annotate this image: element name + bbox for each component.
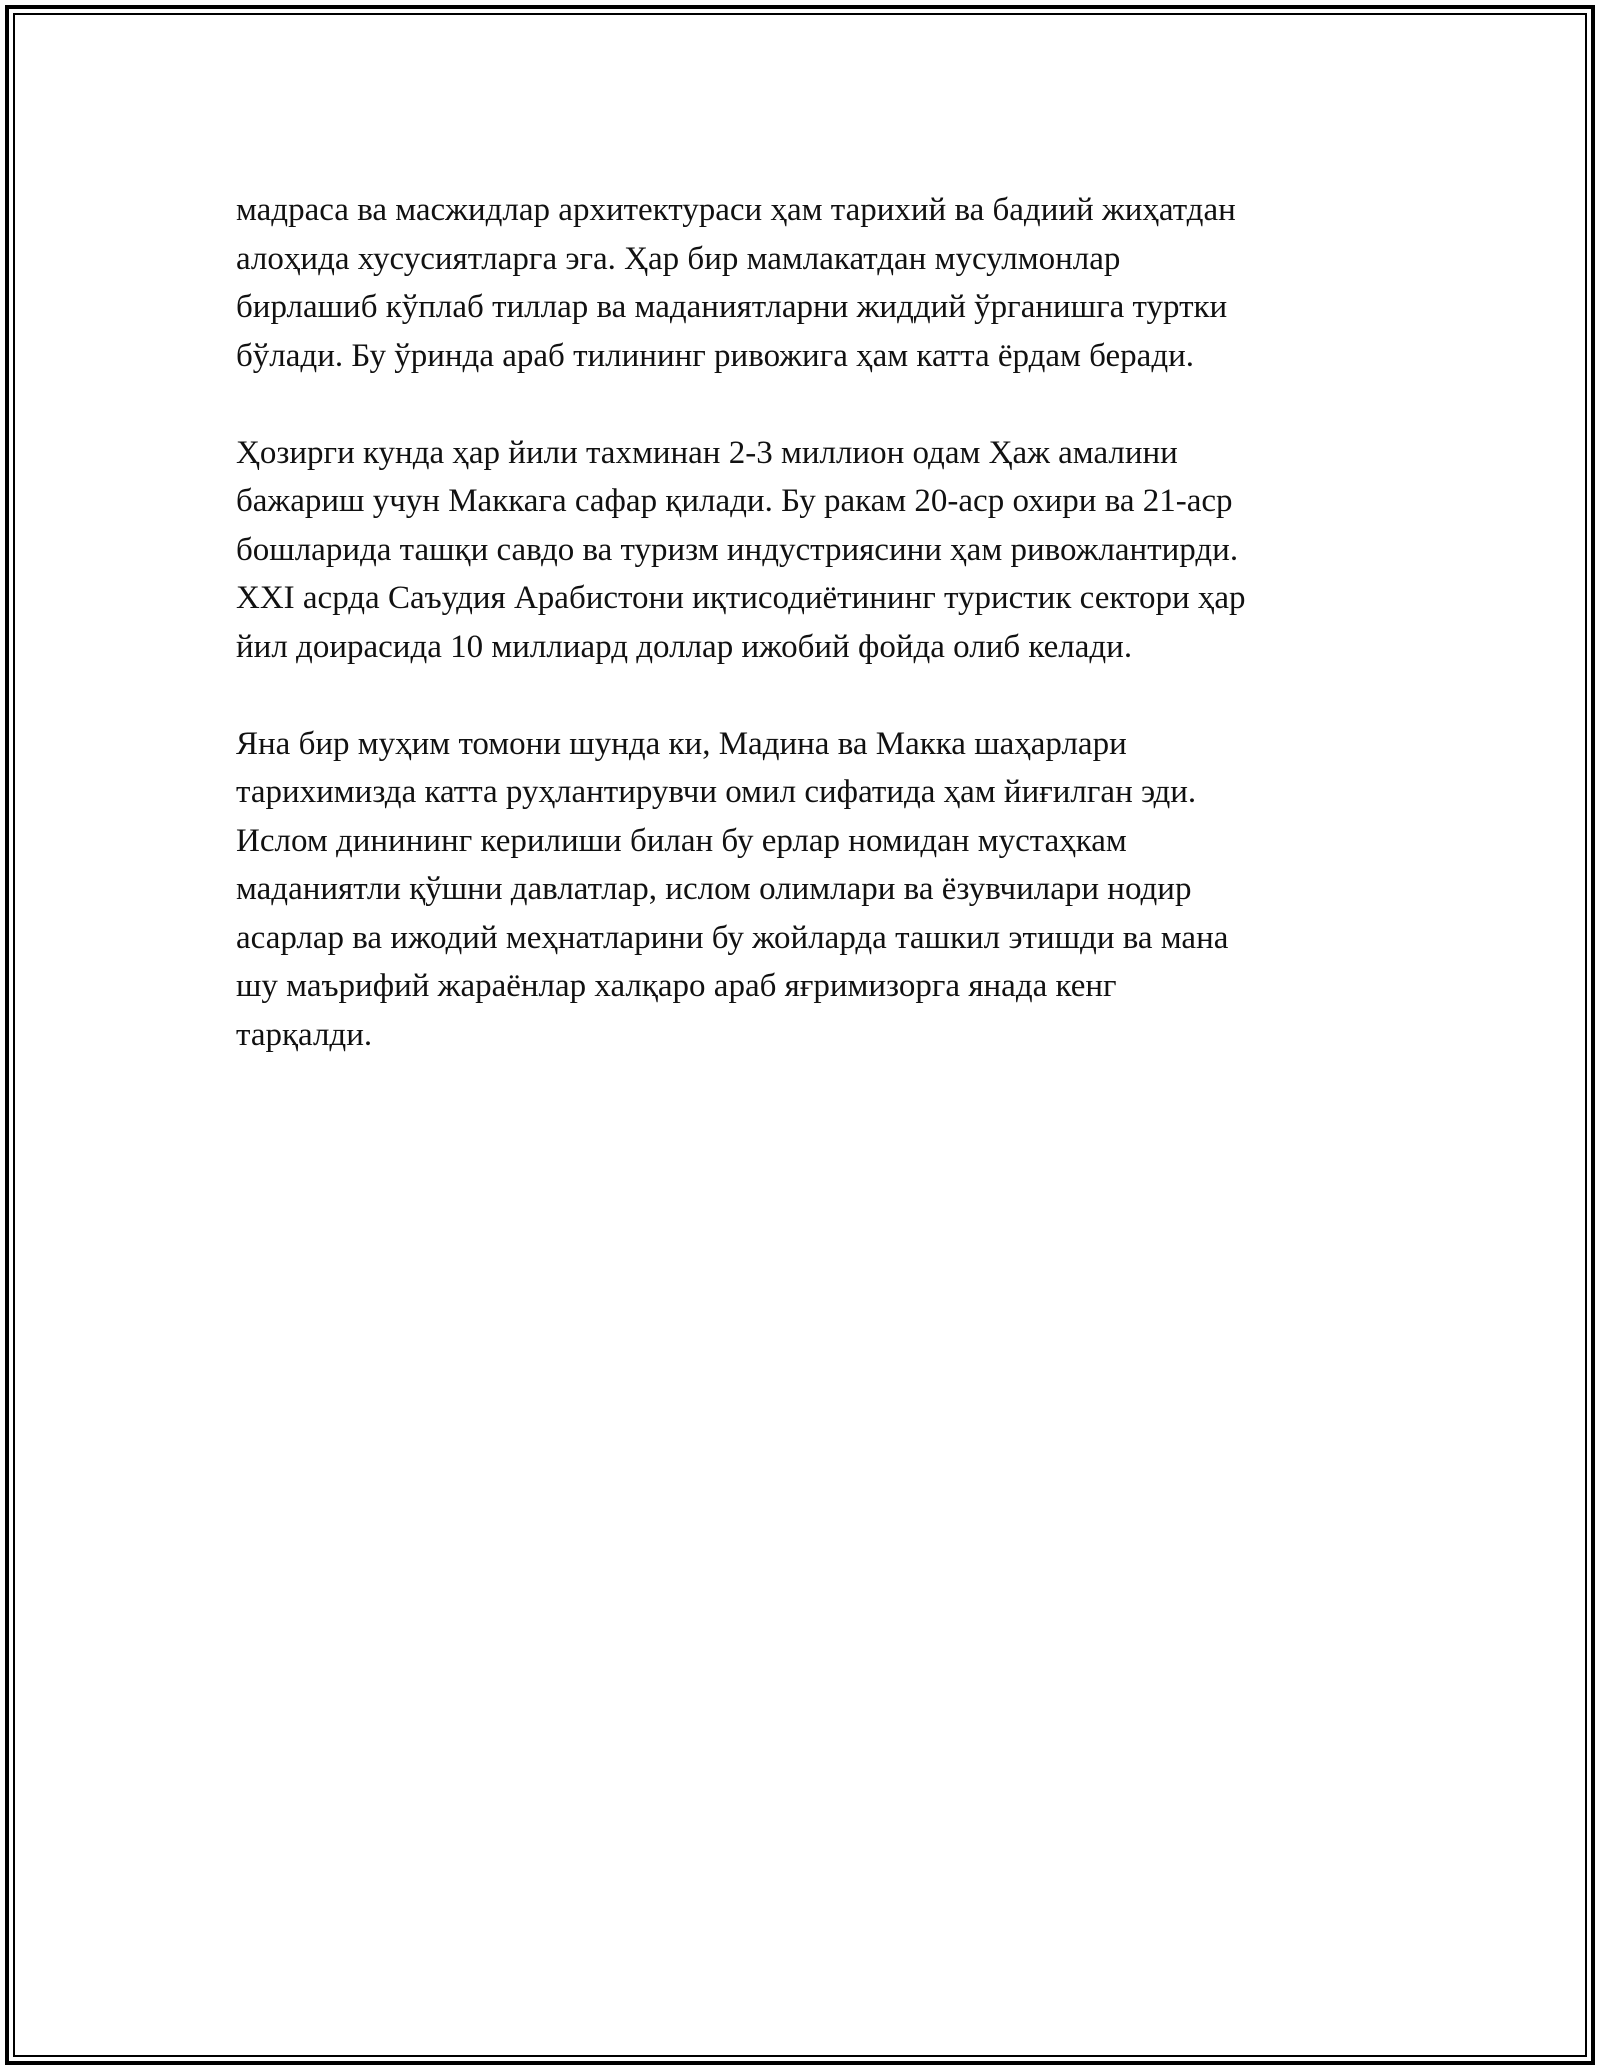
text-line: Яна бир муҳим томони шунда ки, Мадина ва Макка шаҳарлари [236, 725, 1127, 762]
paragraph-3 [236, 720, 1366, 1060]
text-line: йил доирасида 10 миллиард доллар ижобий фойда олиб келади. [236, 628, 1133, 665]
paragraph-2 [236, 429, 1366, 672]
text-line: бажариш учун Маккага сафар қилади. Бу ракам 20-аср охири ва 21-аср [236, 483, 1233, 519]
text-line: тарихимизда катта руҳлантирувчи омил сифатида ҳам йиғилган эди. [236, 774, 1197, 810]
text-line: XXI асрда Саъудия Арабистони иқтисодиётининг туристик сектори ҳар [236, 580, 1246, 616]
text-line: асарлар ва ижодий меҳнатларини бу жойларда ташкил этишди ва мана [236, 919, 1229, 956]
text-line: алоҳида хусусиятларга эга. Ҳар бир мамлакатдан мусулмонлар [236, 240, 1121, 277]
text-line: Ислом динининг керилиши билан бу ерлар номидан мустаҳкам [236, 822, 1127, 859]
text-line: бирлашиб кўплаб тиллар ва маданиятларни жиддий ўрганишга туртки [236, 289, 1228, 325]
text-line: бошларида ташқи савдо ва туризм индустриясини ҳам ривожлантирди. [236, 531, 1239, 568]
text-line: маданиятли қўшни давлатлар, ислом олимлари ва ёзувчилари нодир [236, 871, 1192, 907]
text-line: шу маърифий жараёнлар халқаро араб яғримизорга янада кенг [236, 968, 1117, 1004]
text-line: тарқалди. [236, 1016, 373, 1053]
paragraph-1 [236, 186, 1366, 380]
text-line: бўлади. Бу ўринда араб тилининг ривожига ҳам катта ёрдам беради. [236, 337, 1195, 374]
document-body [236, 186, 1366, 1108]
text-line: Ҳозирги кунда ҳар йили тахминан 2-3 миллион одам Ҳаж амалини [236, 434, 1178, 471]
text-line: мадраса ва масжидлар архитектураси ҳам тарихий ва бадиий жиҳатдан [236, 192, 1236, 228]
